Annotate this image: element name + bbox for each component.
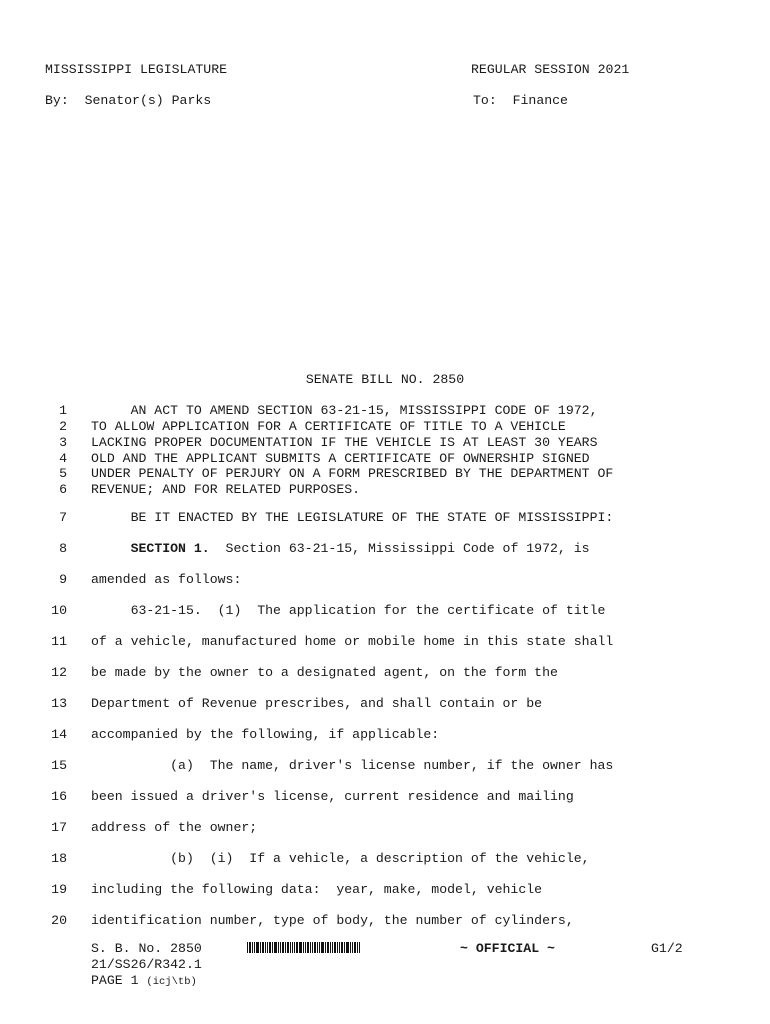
- line-number: 3: [59, 435, 67, 450]
- footer-page-code: G1/2: [651, 941, 683, 956]
- barcode-bar: [357, 942, 358, 953]
- barcode-bar: [319, 942, 320, 953]
- barcode-bar: [296, 942, 298, 953]
- act-title-line: LACKING PROPER DOCUMENTATION IF THE VEHICLE IS AT LEAST 30 YEARS: [91, 435, 598, 450]
- barcode-bar: [280, 942, 281, 953]
- act-title-line: TO ALLOW APPLICATION FOR A CERTIFICATE OF TITLE TO A VEHICLE: [91, 419, 566, 434]
- body-line: 63-21-15. (1) The application for the certificate of title: [91, 603, 606, 618]
- line-number: 14: [51, 727, 67, 742]
- session-name: REGULAR SESSION 2021: [471, 62, 630, 77]
- barcode-bar: [256, 942, 259, 953]
- line-number: 1: [59, 403, 67, 418]
- line-number: 2: [59, 419, 67, 434]
- barcode-bar: [254, 942, 255, 953]
- barcode-bar: [294, 942, 295, 953]
- footer-bill-number: S. B. No. 2850: [91, 941, 202, 956]
- act-title-line: OLD AND THE APPLICANT SUBMITS A CERTIFICATE OF OWNERSHIP SIGNED: [91, 451, 590, 466]
- barcode-bar: [265, 942, 266, 953]
- body-line: identification number, type of body, the number of cylinders,: [91, 913, 574, 928]
- line-number: 10: [51, 603, 67, 618]
- barcode-bar: [307, 942, 309, 953]
- barcode-bar: [305, 942, 306, 953]
- barcode-bar: [330, 942, 331, 953]
- body-line: (a) The name, driver's license number, if the owner has: [91, 758, 614, 773]
- body-line: amended as follows:: [91, 572, 242, 587]
- barcode-bar: [332, 942, 333, 953]
- body-line: of a vehicle, manufactured home or mobile home in this state shall: [91, 634, 614, 649]
- line-number: 11: [51, 634, 67, 649]
- barcode-bar: [278, 942, 279, 953]
- barcode-bar: [282, 942, 284, 953]
- line-number: 5: [59, 466, 67, 481]
- line-number: 6: [59, 482, 67, 497]
- act-title-line: AN ACT TO AMEND SECTION 63-21-15, MISSISSIPPI CODE OF 1972,: [91, 403, 598, 418]
- body-line: been issued a driver's license, current residence and mailing: [91, 789, 574, 804]
- body-line: address of the owner;: [91, 820, 258, 835]
- barcode-bar: [249, 942, 251, 953]
- barcode-bar: [352, 942, 353, 953]
- barcode-bar: [272, 942, 273, 953]
- section-line: [91, 541, 590, 556]
- barcode-bar: [312, 942, 313, 953]
- act-title-line: REVENUE; AND FOR RELATED PURPOSES.: [91, 482, 361, 497]
- body-line: Department of Revenue prescribes, and shall contain or be: [91, 696, 543, 711]
- barcode-image: [247, 942, 377, 953]
- section-text: Section 63-21-15, Mississippi Code of 1972, is: [209, 541, 590, 556]
- footer-official: ~ OFFICIAL ~: [460, 941, 555, 956]
- barcode-bar: [260, 942, 261, 953]
- committee-line: [473, 93, 568, 108]
- footer-initials: (icj\tb): [146, 976, 197, 988]
- body-line: be made by the owner to a designated agent, on the form the: [91, 665, 558, 680]
- bill-title: SENATE BILL NO. 2850: [305, 372, 465, 387]
- barcode-bar: [325, 942, 326, 953]
- barcode-bar: [321, 942, 324, 953]
- sponsor-line: [45, 93, 211, 108]
- act-title-line: UNDER PENALTY OF PERJURY ON A FORM PRESCRIBED BY THE DEPARTMENT OF: [91, 466, 614, 481]
- to-label: To:: [473, 93, 497, 108]
- barcode-bar: [341, 942, 343, 953]
- barcode-bar: [285, 942, 286, 953]
- line-number: 7: [59, 510, 67, 525]
- barcode-bar: [274, 942, 277, 953]
- committee-name: Finance: [512, 93, 568, 108]
- barcode-bar: [290, 942, 291, 953]
- barcode-bar: [252, 942, 253, 953]
- barcode-bar: [262, 942, 264, 953]
- barcode-bar: [303, 942, 304, 953]
- line-number: 19: [51, 882, 67, 897]
- enacting-clause: BE IT ENACTED BY THE LEGISLATURE OF THE STATE OF MISSISSIPPI:: [91, 510, 614, 525]
- line-number: 20: [51, 913, 67, 928]
- barcode-bar: [267, 942, 268, 953]
- barcode-bar: [247, 942, 248, 953]
- body-line: (b) (i) If a vehicle, a description of the vehicle,: [91, 851, 590, 866]
- footer-page-line: [91, 973, 197, 988]
- barcode-bar: [346, 942, 349, 953]
- line-number: 13: [51, 696, 67, 711]
- barcode-bar: [359, 942, 360, 953]
- line-number: 18: [51, 851, 67, 866]
- barcode-bar: [350, 942, 351, 953]
- body-line: accompanied by the following, if applicable:: [91, 727, 440, 742]
- bill-title-block: [0, 342, 770, 402]
- barcode-bar: [292, 942, 293, 953]
- barcode-bar: [269, 942, 271, 953]
- line-number: 16: [51, 789, 67, 804]
- line-number: 12: [51, 665, 67, 680]
- sponsor-name: Senator(s) Parks: [84, 93, 212, 108]
- barcode-bar: [310, 942, 311, 953]
- body-line: including the following data: year, make, model, vehicle: [91, 882, 543, 897]
- footer-page: PAGE 1: [91, 973, 139, 988]
- legislature-name: MISSISSIPPI LEGISLATURE: [45, 62, 228, 77]
- barcode-bar: [299, 942, 302, 953]
- line-number: 8: [59, 541, 67, 556]
- line-number: 9: [59, 572, 67, 587]
- by-label: By:: [45, 93, 69, 108]
- barcode-bar: [344, 942, 345, 953]
- section-indent: [91, 541, 131, 556]
- barcode-bar: [287, 942, 289, 953]
- footer-doc-code: 21/SS26/R342.1: [91, 957, 202, 972]
- line-number: 15: [51, 758, 67, 773]
- barcode-bar: [314, 942, 316, 953]
- section-label: SECTION 1.: [130, 541, 210, 556]
- barcode-bar: [337, 942, 338, 953]
- barcode-bar: [327, 942, 329, 953]
- line-number: 17: [51, 820, 67, 835]
- barcode-bar: [334, 942, 336, 953]
- line-number: 4: [59, 451, 67, 466]
- barcode-bar: [354, 942, 356, 953]
- barcode-bar: [317, 942, 318, 953]
- barcode-bar: [339, 942, 340, 953]
